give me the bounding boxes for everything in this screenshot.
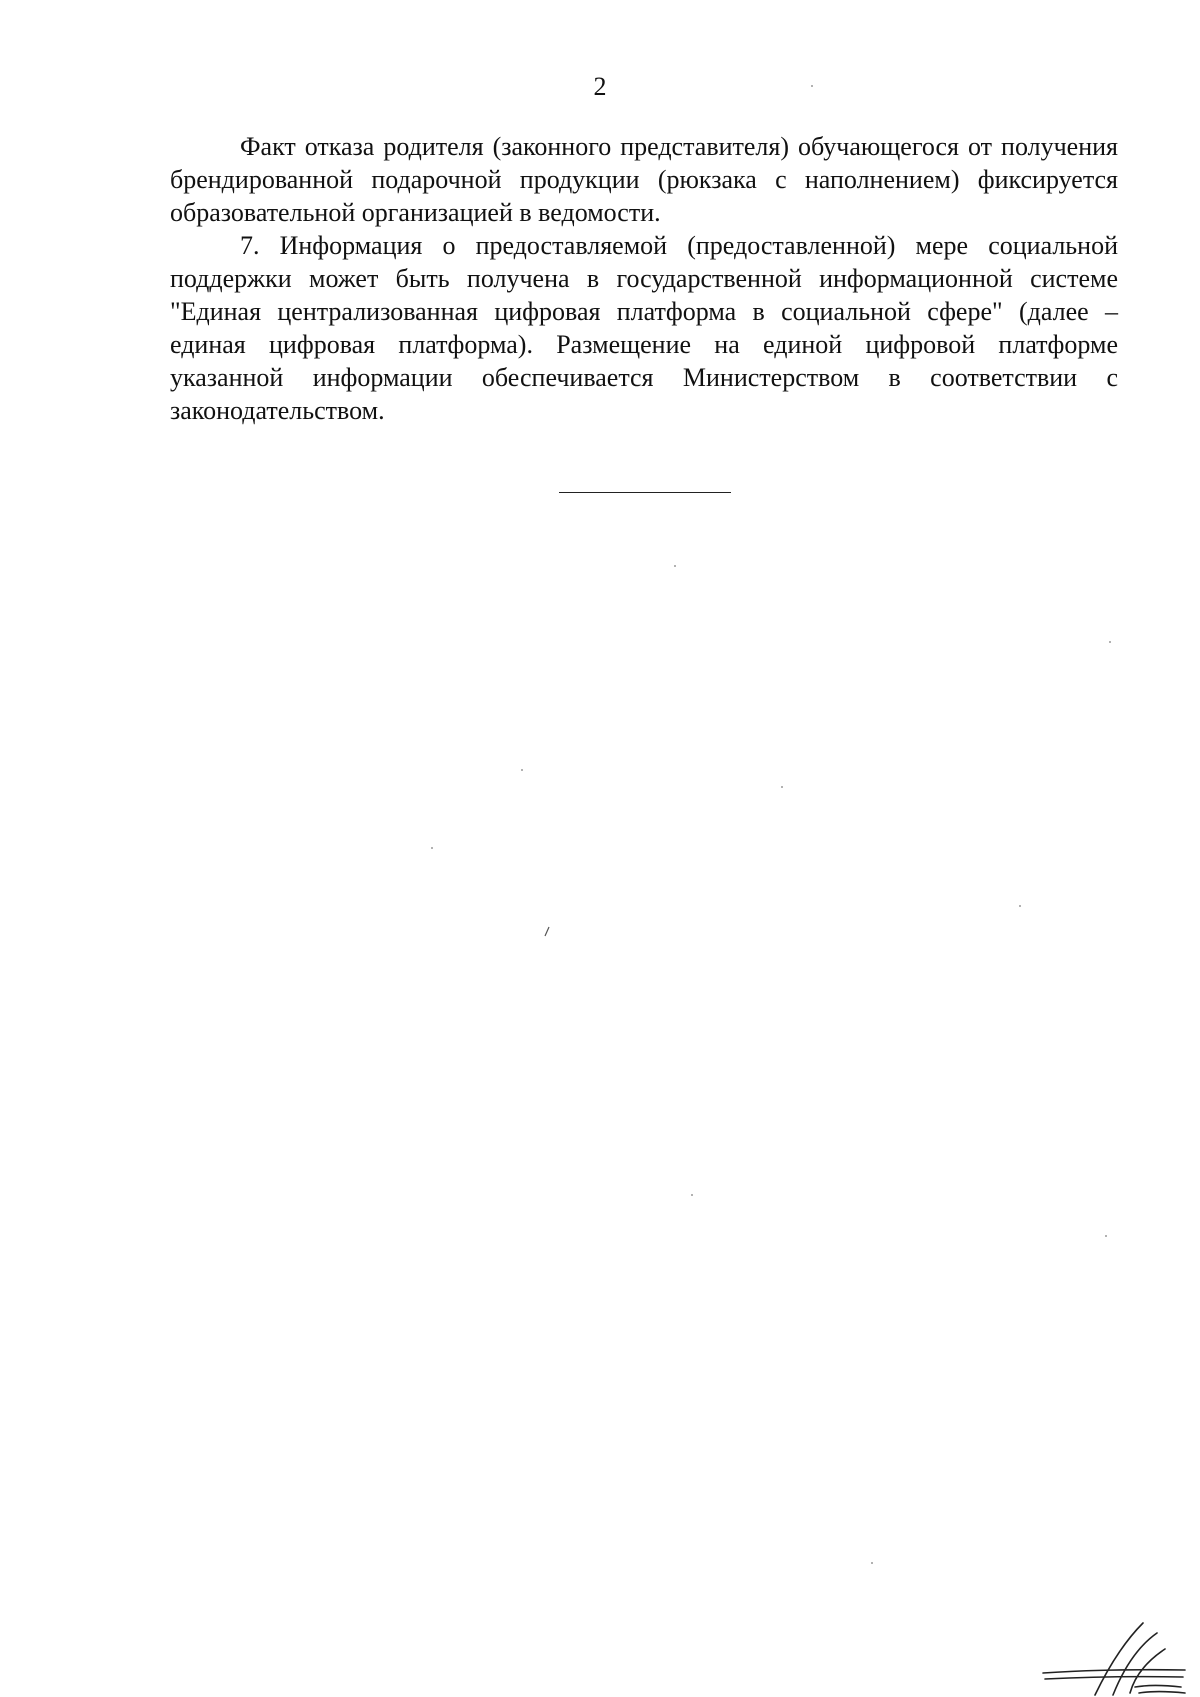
body-text bbox=[170, 130, 1118, 427]
page-number: 2 bbox=[593, 72, 607, 101]
paragraph-refusal-fact: Факт отказа родителя (законного представителя) обучающегося от получения брендированной подарочной продукции (рюкзака с наполнением) фиксируется образовательной организацией в ведомости. bbox=[170, 132, 1118, 227]
section-separator-line bbox=[559, 492, 731, 493]
handwritten-signature bbox=[1035, 1615, 1190, 1697]
paragraph-item-7: 7. Информация о предоставляемой (предоставленной) мере социальной поддержки может быть получена в государственной информационной системе "Единая централизованная цифровая платформа в социальной сфере" (далее – единая цифровая платформа). Размещение на единой цифровой платформе указанной информации обеспечивается Министерством в соответствии с законодательством. bbox=[170, 231, 1118, 425]
